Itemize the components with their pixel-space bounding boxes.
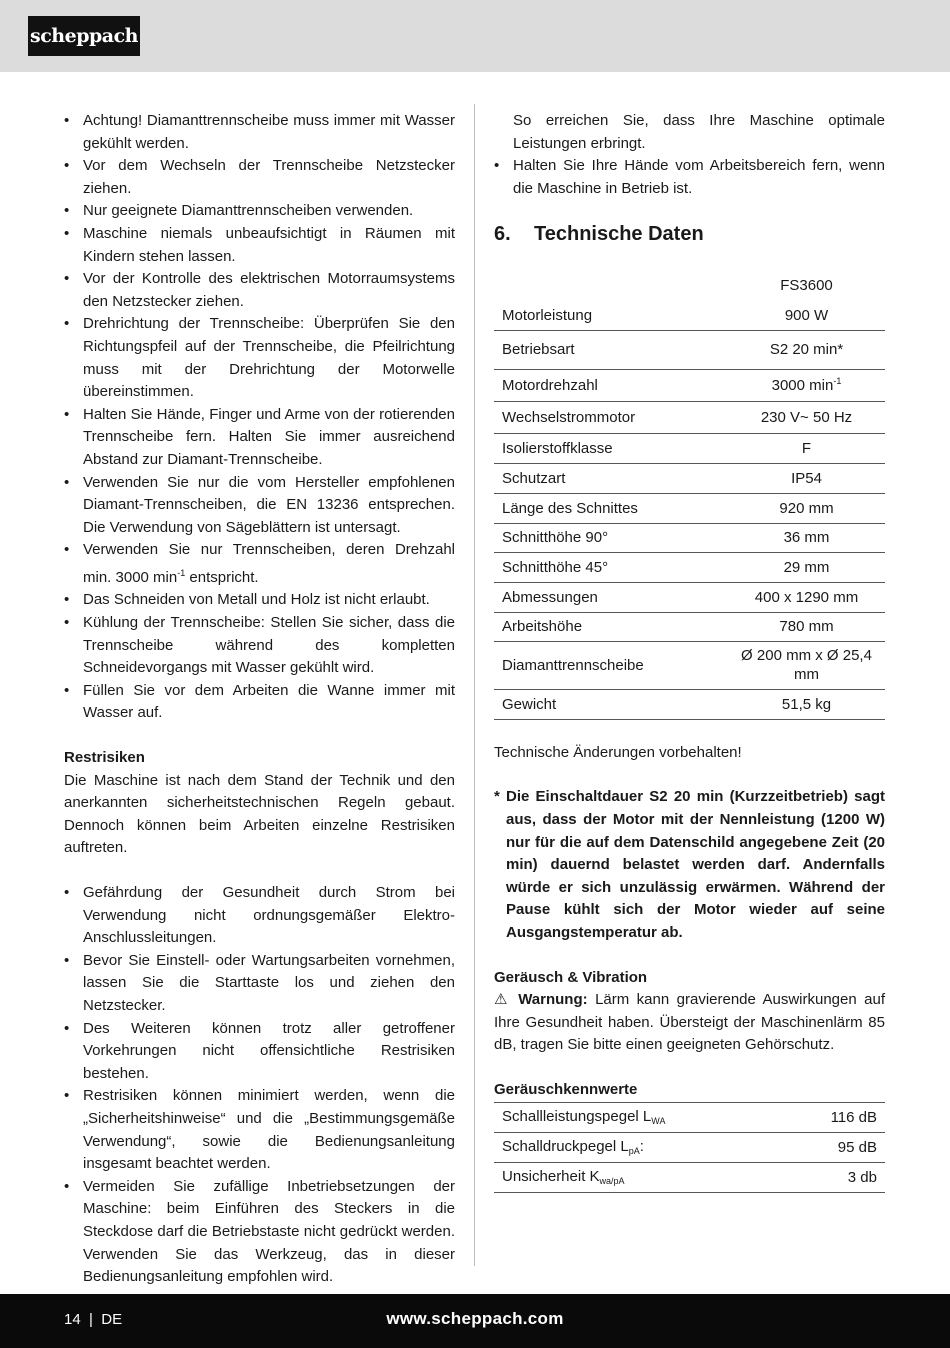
spec-value: 51,5 kg (728, 689, 885, 719)
table-row (494, 1102, 885, 1132)
table-row (494, 369, 885, 401)
spec-value: 920 mm (728, 493, 885, 523)
noise-label: Unsicherheit K (502, 1168, 600, 1186)
speed-suffix: entspricht. (185, 568, 259, 586)
list-item: • Vermeiden Sie zufällige Inbetriebsetzungen der Maschine: beim Einführen des Steckers in die Steckdose darf die Betriebstaste nicht gedrückt werden. Verwenden Sie das Werkzeug, das in dieser Bedienungsanleitung empfohlen wird. (64, 1176, 455, 1289)
website-url: www.scheppach.com (386, 1309, 564, 1328)
spec-value: F (728, 433, 885, 463)
spec-label: Schutzart (494, 463, 728, 493)
spec-label: Diamanttrennscheibe (494, 641, 728, 689)
warning-paragraph (494, 989, 885, 1057)
noise-value: 3 db (784, 1162, 885, 1192)
table-row (494, 612, 885, 641)
warning-text: Lärm kann gravierende Auswirkungen auf Ihre Gesundheit haben. Übersteigt der Maschinenlärm 85 dB, tragen Sie bitte einen geeigneten Gehörschutz. (494, 991, 885, 1054)
scheppach-logo (28, 16, 140, 56)
tech-data-table (494, 270, 885, 720)
spec-value: 780 mm (728, 612, 885, 641)
noise-label-cell (494, 1102, 784, 1132)
restrisiken-paragraph: Die Maschine ist nach dem Stand der Technik und den anerkannten sicherheitstechnischen Regeln gebaut. Dennoch können beim Arbeiten einzelne Restrisiken auftreten. (64, 771, 455, 857)
spec-value: S2 20 min* (728, 330, 885, 369)
changes-note: Technische Änderungen vorbehalten! (494, 743, 742, 761)
list-item: • Vor dem Wechseln der Trennscheibe Netzstecker ziehen. (64, 155, 455, 200)
warning-icon: ⚠ (494, 991, 511, 1009)
speed-text: Verwenden Sie nur Trennscheiben, deren Drehzahl min. 3000 min (83, 541, 455, 586)
noise-value: 116 dB (784, 1102, 885, 1132)
header-band (0, 0, 950, 72)
column-divider (474, 104, 475, 1266)
spec-label: Gewicht (494, 689, 728, 719)
logo-text: scheppach (30, 25, 138, 47)
list-item: • Restrisiken können minimiert werden, wenn die „Sicherheitshinweise“ und die „Bestimmungsgemäße Verwendung“, sowie die Bedienungsanleitung insgesamt beachtet werden. (64, 1085, 455, 1175)
noise-subscript: WA (651, 1116, 666, 1127)
restrisiken-heading: Restrisiken (64, 749, 145, 767)
warning-label: Warnung: (518, 991, 588, 1009)
spec-label: Schnitthöhe 90° (494, 523, 728, 552)
noise-values-heading: Geräuschkennwerte (494, 1081, 638, 1098)
right-bullet-list (494, 155, 885, 200)
continuation-text: So erreichen Sie, dass Ihre Maschine optimale Leistungen erbringt. (513, 112, 885, 152)
noise-label: Schallleistungspegel L (502, 1108, 652, 1126)
spec-value: 29 mm (728, 552, 885, 582)
right-column (494, 110, 885, 1193)
spec-label: Motordrehzahl (494, 369, 728, 401)
spec-superscript: -1 (833, 376, 842, 387)
list-item: • Halten Sie Ihre Hände vom Arbeitsbereich fern, wenn die Maschine in Betrieb ist. (494, 155, 885, 200)
noise-heading: Geräusch & Vibration (494, 968, 648, 986)
table-row (494, 1162, 885, 1192)
spec-label: Länge des Schnittes (494, 493, 728, 523)
footnote (494, 786, 885, 944)
list-item: • Halten Sie Hände, Finger und Arme von der rotierenden Trennscheibe fern. Halten Sie immer ausreichend Abstand zur Diamant-Trennscheibe. (64, 404, 455, 472)
table-row (494, 582, 885, 612)
list-item: • Füllen Sie vor dem Arbeiten die Wanne immer mit Wasser auf. (64, 680, 455, 725)
language-code: DE (101, 1311, 123, 1328)
table-row (494, 641, 885, 689)
noise-subscript: pA (628, 1146, 640, 1157)
list-item: • Nur geeignete Diamanttrennscheiben verwenden. (64, 200, 455, 223)
model-name: FS3600 (780, 276, 833, 294)
spec-value-cell (728, 369, 885, 401)
table-row (494, 401, 885, 433)
list-item: • Maschine niemals unbeaufsichtigt in Räumen mit Kindern stehen lassen. (64, 223, 455, 268)
spec-label: Schnitthöhe 45° (494, 552, 728, 582)
table-row (494, 433, 885, 463)
noise-subscript: wa/pA (599, 1176, 625, 1187)
list-item: • Gefährdung der Gesundheit durch Strom bei Verwendung nicht ordnungsgemäßer Elektro-Anschlussleitungen. (64, 882, 455, 950)
spec-value: IP54 (728, 463, 885, 493)
noise-label-cell (494, 1162, 784, 1192)
list-item (64, 539, 455, 589)
safety-bullet-list (64, 110, 455, 725)
spec-label: Wechselstrommotor (494, 401, 728, 433)
table-row (494, 1132, 885, 1162)
footnote-star: * (494, 788, 500, 806)
noise-label: Schalldruckpegel L (502, 1138, 629, 1156)
spec-label: Motorleistung (494, 300, 728, 330)
spec-label: Abmessungen (494, 582, 728, 612)
speed-superscript: -1 (177, 567, 186, 578)
table-row (494, 493, 885, 523)
footnote-text: Die Einschaltdauer S2 20 min (Kurzzeitbetrieb) sagt aus, dass der Motor mit der Nennleistung (1200 W) nur für die auf dem Datenschild angegebene Zeit (20 min) dauernd belastet werden darf. Andernfalls würde er sich unzulässig erwärmen. Während der Pause kühlt sich der Motor wieder auf seine Ausgangstemperatur ab. (506, 788, 885, 942)
spec-label: Arbeitshöhe (494, 612, 728, 641)
table-header-row (494, 270, 885, 300)
spec-label: Isolierstoffklasse (494, 433, 728, 463)
list-item: • Verwenden Sie nur die vom Hersteller empfohlenen Diamant-Trennscheiben, die EN 13236 entsprechen. Die Verwendung von Sägeblättern ist untersagt. (64, 472, 455, 540)
page-number: 14 (64, 1311, 81, 1328)
spec-value: 3000 min (771, 377, 834, 395)
noise-value: 95 dB (784, 1132, 885, 1162)
noise-suffix: : (639, 1138, 644, 1156)
page-separator: | (84, 1311, 98, 1328)
table-row (494, 523, 885, 552)
section-number: 6. (494, 223, 511, 246)
risk-bullet-list (64, 882, 455, 1289)
spec-value: 230 V~ 50 Hz (728, 401, 885, 433)
spec-value: 36 mm (728, 523, 885, 552)
noise-label-cell (494, 1132, 784, 1162)
section-title: Technische Daten (534, 223, 704, 246)
spec-value: Ø 200 mm x Ø 25,4 mm (728, 641, 885, 689)
spec-value: 400 x 1290 mm (728, 582, 885, 612)
table-row (494, 300, 885, 330)
list-item: • Drehrichtung der Trennscheibe: Überprüfen Sie den Richtungspfeil auf der Trennscheibe, die Pfeilrichtung muss mit der Drehrichtung der Motorwelle übereinstimmen. (64, 313, 455, 403)
table-row (494, 552, 885, 582)
table-row (494, 463, 885, 493)
list-item: • Das Schneiden von Metall und Holz ist nicht erlaubt. (64, 589, 455, 612)
noise-values-table (494, 1102, 885, 1193)
list-item: • Bevor Sie Einstell- oder Wartungsarbeiten vornehmen, lassen Sie die Starttaste los und ziehen den Netzstecker. (64, 950, 455, 1018)
section-heading (494, 220, 885, 248)
list-item: • Kühlung der Trennscheibe: Stellen Sie sicher, dass die Trennscheibe während des kompletten Schneidevorgangs mit Wasser gekühlt wird. (64, 612, 455, 680)
footer-bar (0, 1294, 950, 1348)
list-item: • Achtung! Diamanttrennscheibe muss immer mit Wasser gekühlt werden. (64, 110, 455, 155)
list-item: • Vor der Kontrolle des elektrischen Motorraumsystems den Netzstecker ziehen. (64, 268, 455, 313)
left-column (64, 110, 455, 1289)
spec-value: 900 W (728, 300, 885, 330)
spec-label: Betriebsart (494, 330, 728, 369)
list-item: • Des Weiteren können trotz aller getroffener Vorkehrungen nicht offensichtliche Restrisiken bestehen. (64, 1018, 455, 1086)
table-row (494, 689, 885, 719)
table-row (494, 330, 885, 369)
